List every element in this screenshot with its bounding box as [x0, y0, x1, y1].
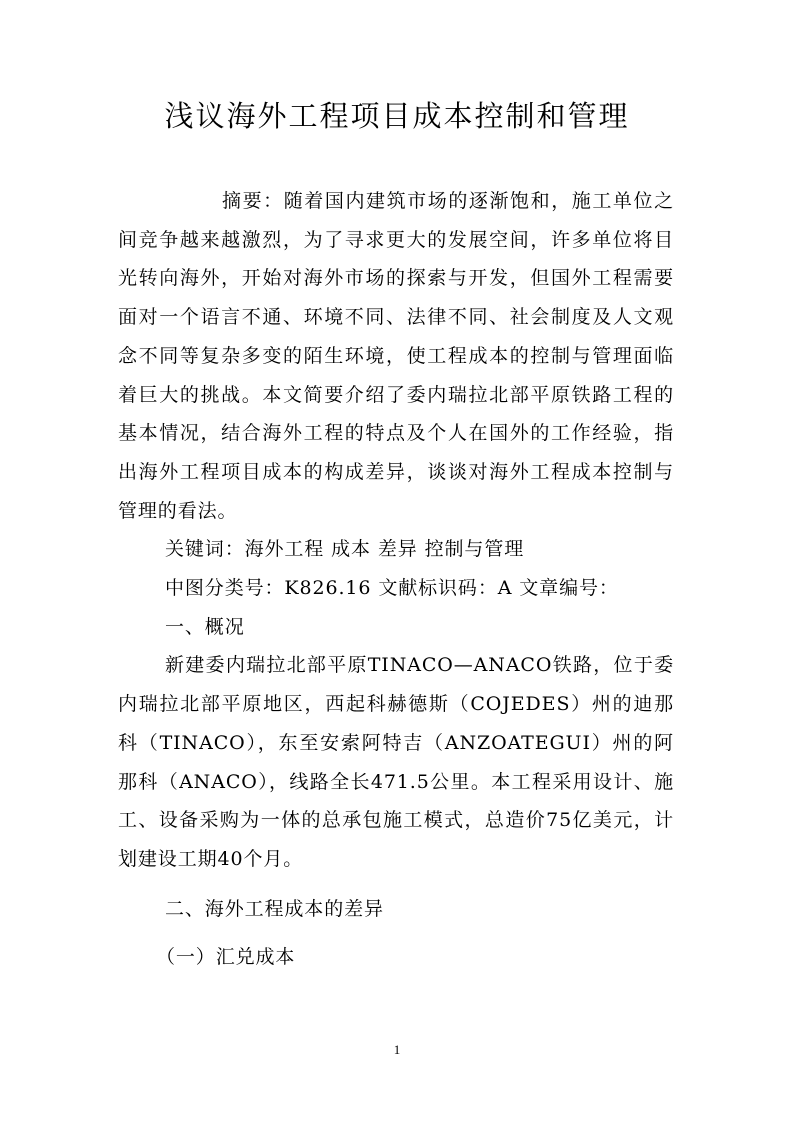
subsection-heading-exchange-cost: （一）汇兑成本	[156, 946, 296, 969]
section-heading-cost-differences: 二、海外工程成本的差异	[165, 897, 384, 920]
document-body	[118, 182, 674, 977]
abstract-paragraph: 摘要：随着国内建筑市场的逐渐饱和，施工单位之间竞争越来越激烈，为了寻求更大的发展空间，许多单位将目光转向海外，开始对海外市场的探索与开发，但国外工程需要面对一个语言不通、环境不同、法律不同、社会制度及人文观念不同等复杂多变的陌生环境，使工程成本的控制与管理面临着巨大的挑战。本文简要介绍了委内瑞拉北部平原铁路工程的基本情况，结合海外工程的特点及个人在国外的工作经验，指出海外工程项目成本的构成差异，谈谈对海外工程成本控制与管理的看法。	[118, 190, 674, 522]
keywords-line: 关键词：海外工程 成本 差异 控制与管理	[165, 538, 525, 561]
classification-line: 中图分类号：K826.16 文献标识码：A 文章编号：	[165, 577, 619, 600]
section-heading-overview: 一、概况	[165, 615, 245, 638]
document-title: 浅议海外工程项目成本控制和管理	[164, 99, 630, 133]
overview-paragraph: 新建委内瑞拉北部平原TINACO—ANACO铁路，位于委内瑞拉北部平原地区，西起科赫德斯（COJEDES）州的迪那科（TINACO），东至安索阿特吉（ANZOATEGUI）州的阿那科（ANACO），线路全长471.5公里。本工程采用设计、施工、设备采购为一体的总承包施工模式，总造价75亿美元，计划建设工期40个月。	[118, 654, 674, 870]
page-number: 1	[393, 1042, 401, 1057]
